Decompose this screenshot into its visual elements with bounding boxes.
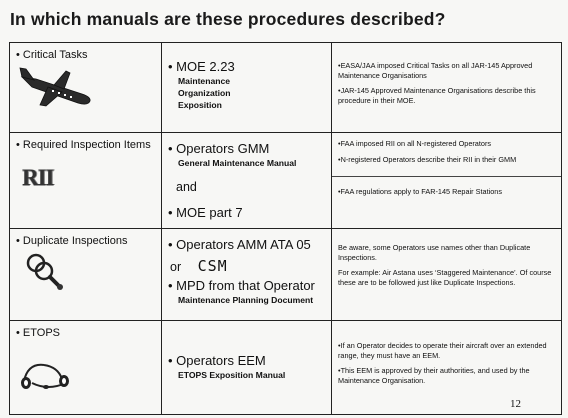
topic-label: • Duplicate Inspections [16,235,128,247]
note-item: • If an Operator decides to operate their aircraft over an extended range, they must have an EEM. [338,341,555,360]
table-row-etops [10,321,562,415]
magnifier-icon [10,247,161,296]
csm-label: CSM [197,257,228,275]
manual-third: • MPD from that Operator [168,278,315,293]
note-item: • EASA/JAA imposed Critical Tasks on all JAR-145 Approved Maintenance Organisations [338,61,555,80]
topic-label: • Required Inspection Items [16,139,151,151]
manual-sub-line: Organization [178,88,231,98]
note-item: For example: Air Astana uses ‘Staggered Maintenance’. Of course these are to be followed just like Duplicate Inspections. [338,268,552,287]
manual-second: • MOE part 7 [168,205,243,220]
notes-cell [332,321,562,415]
table-row-duplicate-inspections [10,229,562,321]
page-title: In which manuals are these procedures described? [10,9,446,29]
or-connector: or [170,260,182,274]
note-item: •FAA regulations apply to FAR-145 Repair Stations [338,187,502,196]
topic-label: • Critical Tasks [16,49,88,61]
manual-main: • Operators AMM ATA 05 [168,237,311,252]
manual-main: • MOE 2.23 [168,59,235,74]
manual-sub-line: Maintenance [178,76,231,86]
table-row-rii [10,133,562,229]
topic-label: • ETOPS [16,327,60,339]
manual-cell [162,133,332,229]
note-item: • FAA imposed RII on all N-registered Operators [338,139,555,149]
headset-icon [10,339,161,398]
manual-cell [162,43,332,133]
notes-cell [332,43,562,133]
notes-cell [332,229,562,321]
manual-sub-line: Exposition [178,100,222,110]
airplane-icon [10,61,161,114]
procedures-table [9,42,562,415]
manual-sub-line: ETOPS Exposition Manual [178,370,286,380]
topic-cell [10,43,162,133]
manual-cell [162,229,332,321]
table-row-critical-tasks [10,43,562,133]
manual-sub-line: Maintenance Planning Document [178,295,314,305]
manual-sub-line: General Maintenance Manual [178,158,297,168]
topic-cell [10,133,162,229]
note-item: • JAR-145 Approved Maintenance Organisations describe this procedure in their MOE. [338,86,555,105]
note-item: • N-registered Operators describe their RII in their GMM [338,155,555,165]
topic-cell [10,321,162,415]
notes-cell [332,133,562,229]
rii-icon: RII [22,165,54,190]
manual-cell [162,321,332,415]
manual-main: • Operators GMM [168,141,270,156]
page-number: 12 [510,398,521,410]
manual-main: • Operators EEM [168,353,266,368]
topic-cell [10,229,162,321]
note-item: Be aware, some Operators use names other than Duplicate Inspections. [338,243,531,262]
and-connector: and [176,180,197,194]
note-item: • This EEM is approved by their authorities, and used by the Maintenance Organisation. [338,366,555,385]
